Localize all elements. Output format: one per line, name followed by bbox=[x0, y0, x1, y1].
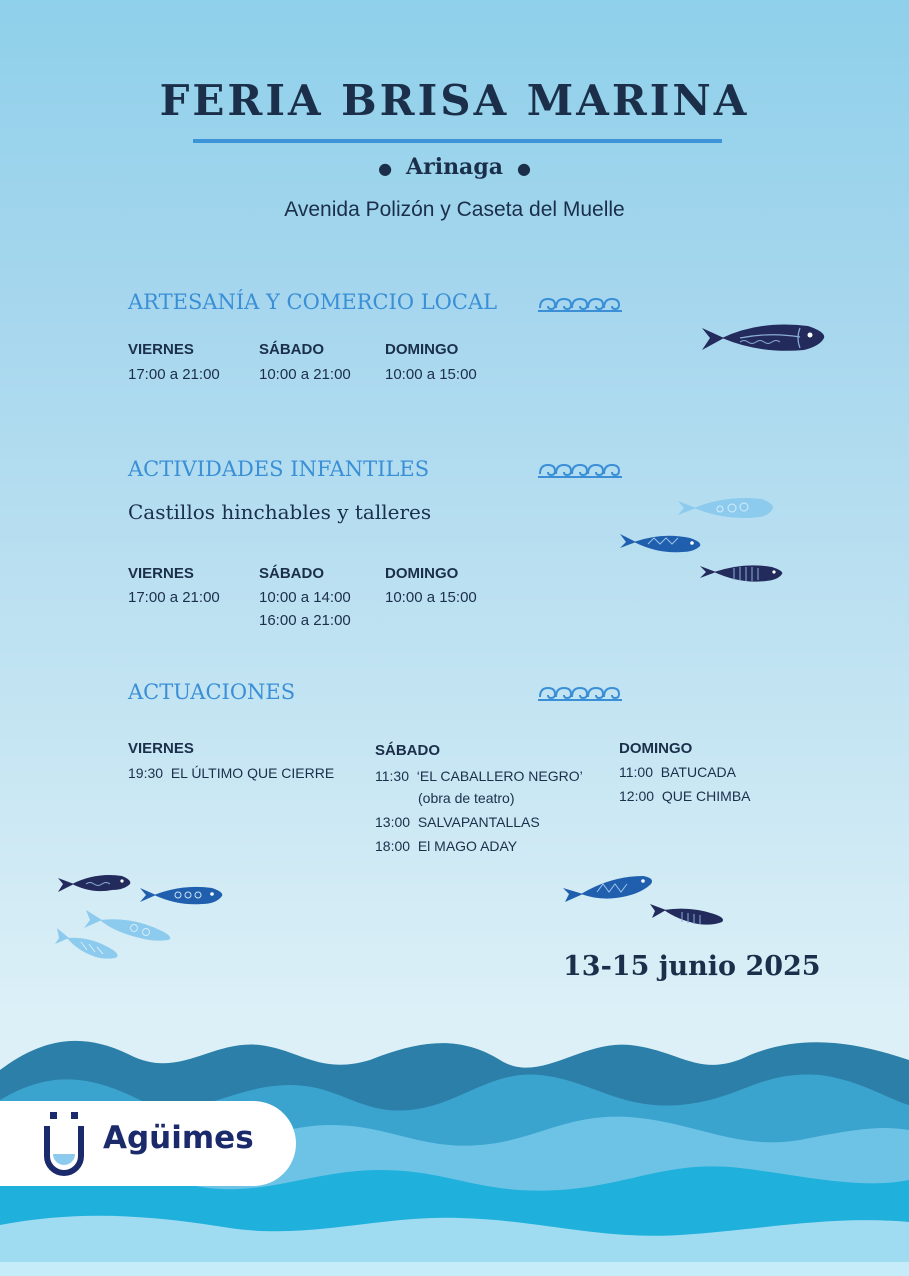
wave-ornament-icon bbox=[538, 294, 624, 316]
performance-item bbox=[375, 768, 583, 784]
performance-time: 18:00 bbox=[375, 838, 411, 854]
day-label: VIERNES bbox=[128, 565, 194, 582]
place-name bbox=[0, 154, 909, 180]
performance-name: El MAGO ADAY bbox=[417, 838, 518, 854]
fish-icon bbox=[138, 882, 224, 908]
bullet-dot-icon: ● bbox=[516, 158, 531, 178]
bullet-dot-icon: ● bbox=[378, 158, 393, 178]
poster-title: FERIA BRISA MARINA bbox=[159, 76, 750, 125]
section-title-actuaciones: ACTUACIONES bbox=[128, 680, 296, 704]
day-label: SÁBADO bbox=[259, 341, 325, 358]
day-label: SÁBADO bbox=[259, 565, 325, 582]
hours-text: 17:00 a 21:00 bbox=[128, 366, 220, 383]
hours-text: 10:00 a 14:00 bbox=[259, 589, 351, 606]
venue-label: Avenida Polizón y Caseta del Muelle bbox=[284, 198, 625, 221]
performance-item bbox=[619, 788, 751, 804]
fish-icon bbox=[55, 926, 121, 960]
performance-time: 12:00 bbox=[619, 788, 655, 804]
hours-text: 17:00 a 21:00 bbox=[128, 589, 220, 606]
fish-icon bbox=[618, 530, 702, 556]
fish-icon bbox=[676, 495, 776, 521]
performance-time: 19:30 bbox=[128, 765, 164, 781]
logo-text: Agüimes bbox=[103, 1120, 254, 1156]
title-underline bbox=[193, 139, 722, 143]
performance-item bbox=[619, 764, 736, 780]
fish-icon bbox=[563, 872, 655, 906]
day-label: DOMINGO bbox=[385, 565, 459, 582]
day-label: VIERNES bbox=[128, 341, 194, 358]
fish-icon bbox=[700, 562, 784, 584]
day-label: VIERNES bbox=[128, 740, 194, 757]
section-title-artesania: ARTESANÍA Y COMERCIO LOCAL bbox=[128, 290, 498, 314]
place-label: Arinaga bbox=[406, 154, 503, 180]
day-label: DOMINGO bbox=[619, 740, 693, 757]
section-title-infantiles: ACTIVIDADES INFANTILES bbox=[128, 457, 430, 481]
performance-name: SALVAPANTALLAS bbox=[417, 814, 540, 830]
performance-item bbox=[128, 765, 334, 781]
performance-name: BATUCADA bbox=[660, 764, 736, 780]
performance-name: ‘EL CABALLERO NEGRO’ bbox=[416, 768, 583, 784]
fish-icon bbox=[650, 902, 726, 926]
performance-time: 11:30 bbox=[375, 768, 409, 784]
hours-text: 16:00 a 21:00 bbox=[259, 612, 351, 629]
logo-u-icon bbox=[44, 1110, 86, 1176]
performance-item bbox=[375, 814, 540, 830]
day-label: DOMINGO bbox=[385, 341, 459, 358]
performance-name: EL ÚLTIMO QUE CIERRE bbox=[170, 765, 335, 781]
day-label: SÁBADO bbox=[375, 742, 441, 759]
performance-item bbox=[375, 838, 517, 854]
hours-text: 10:00 a 15:00 bbox=[385, 589, 477, 606]
section-subtitle: Castillos hinchables y talleres bbox=[128, 500, 432, 524]
wave-ornament-icon bbox=[538, 683, 624, 705]
hours-text: 10:00 a 15:00 bbox=[385, 366, 477, 383]
performance-note: (obra de teatro) bbox=[418, 790, 515, 806]
wave-ornament-icon bbox=[538, 460, 624, 482]
performance-time: 11:00 bbox=[619, 764, 653, 780]
fish-icon bbox=[58, 870, 132, 896]
performance-time: 13:00 bbox=[375, 814, 411, 830]
hours-text: 10:00 a 21:00 bbox=[259, 366, 351, 383]
performance-name: QUE CHIMBA bbox=[661, 788, 751, 804]
fish-icon bbox=[700, 320, 828, 356]
event-dates: 13-15 junio 2025 bbox=[563, 951, 821, 982]
